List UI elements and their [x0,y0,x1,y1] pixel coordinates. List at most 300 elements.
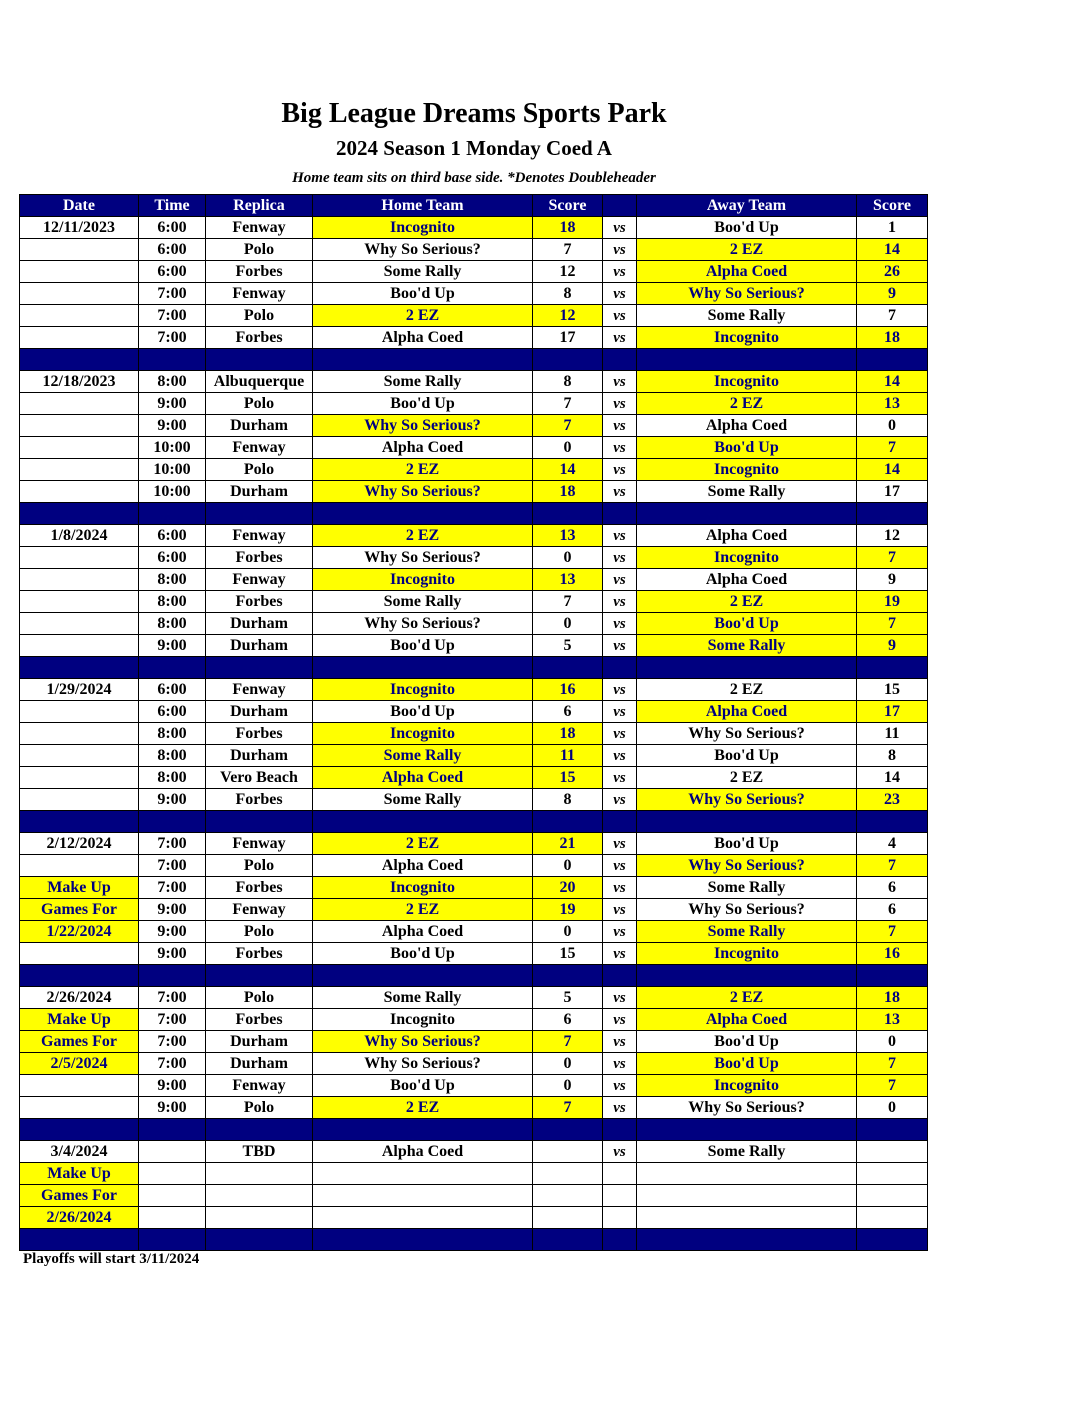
date-cell [20,1075,139,1097]
home-score-cell: 7 [533,1031,603,1053]
home-team-cell: Incognito [313,217,533,239]
separator-cell [139,811,206,833]
date-cell [20,305,139,327]
vs-cell: vs [603,415,637,437]
away-score-cell: 18 [857,987,928,1009]
block-separator-row [20,1229,928,1251]
home-team-cell: Some Rally [313,371,533,393]
table-row [20,371,928,393]
table-row [20,745,928,767]
home-score-cell: 0 [533,855,603,877]
away-team-cell: Alpha Coed [637,569,857,591]
replica-cell: Forbes [206,789,313,811]
block-separator-row [20,503,928,525]
vs-cell: vs [603,943,637,965]
time-cell: 8:00 [139,613,206,635]
replica-cell: Polo [206,921,313,943]
home-score-cell: 7 [533,393,603,415]
home-team-cell: Why So Serious? [313,613,533,635]
separator-cell [603,349,637,371]
home-team-cell: Alpha Coed [313,1141,533,1163]
home-score-cell: 5 [533,987,603,1009]
away-team-cell: Why So Serious? [637,855,857,877]
away-score-cell: 14 [857,239,928,261]
date-cell [20,569,139,591]
col-header-date: Date [20,195,139,217]
separator-cell [20,811,139,833]
table-row [20,591,928,613]
home-score-cell: 0 [533,547,603,569]
separator-cell [206,657,313,679]
time-cell: 7:00 [139,283,206,305]
separator-cell [603,1119,637,1141]
replica-cell: Polo [206,459,313,481]
away-score-cell [857,1207,928,1229]
date-cell [20,393,139,415]
date-cell: Games For [20,899,139,921]
block-separator-row [20,1119,928,1141]
separator-cell [20,965,139,987]
replica-cell [206,1163,313,1185]
block-separator-row [20,965,928,987]
table-row [20,261,928,283]
home-score-cell: 7 [533,591,603,613]
away-team-cell: Alpha Coed [637,1009,857,1031]
vs-cell [603,1207,637,1229]
away-team-cell: Why So Serious? [637,789,857,811]
time-cell: 9:00 [139,789,206,811]
home-score-cell: 13 [533,569,603,591]
away-team-cell: Incognito [637,327,857,349]
home-team-cell: Alpha Coed [313,327,533,349]
home-score-cell: 0 [533,1053,603,1075]
separator-cell [206,1229,313,1251]
table-row [20,679,928,701]
date-cell: 12/18/2023 [20,371,139,393]
time-cell: 10:00 [139,437,206,459]
vs-cell [603,1163,637,1185]
col-header-home-team: Home Team [313,195,533,217]
replica-cell [206,1185,313,1207]
away-score-cell: 15 [857,679,928,701]
replica-cell: Durham [206,613,313,635]
home-team-cell: Incognito [313,1009,533,1031]
separator-cell [139,349,206,371]
block-separator-row [20,657,928,679]
away-score-cell: 7 [857,855,928,877]
home-score-cell: 13 [533,525,603,547]
schedule-body [20,217,928,1251]
replica-cell: Fenway [206,1075,313,1097]
home-team-cell: 2 EZ [313,1097,533,1119]
home-score-cell: 6 [533,701,603,723]
date-cell [20,327,139,349]
replica-cell [206,1207,313,1229]
away-team-cell: Some Rally [637,1141,857,1163]
page-title: Big League Dreams Sports Park [281,98,667,129]
separator-cell [139,503,206,525]
away-team-cell: Incognito [637,1075,857,1097]
separator-cell [206,811,313,833]
separator-cell [857,1119,928,1141]
vs-cell: vs [603,569,637,591]
away-team-cell: Boo'd Up [637,217,857,239]
separator-cell [139,965,206,987]
home-score-cell: 7 [533,239,603,261]
col-header-replica: Replica [206,195,313,217]
table-row [20,415,928,437]
home-score-cell: 8 [533,789,603,811]
table-row [20,943,928,965]
home-score-cell: 18 [533,723,603,745]
table-row [20,899,928,921]
home-team-cell: 2 EZ [313,899,533,921]
away-score-cell: 6 [857,877,928,899]
home-score-cell [533,1185,603,1207]
home-team-cell: Why So Serious? [313,481,533,503]
away-team-cell [637,1207,857,1229]
table-row [20,723,928,745]
seating-note: Home team sits on third base side. *Denotes Doubleheader [292,170,656,186]
vs-cell: vs [603,745,637,767]
col-header-time: Time [139,195,206,217]
time-cell: 6:00 [139,547,206,569]
home-team-cell: 2 EZ [313,525,533,547]
separator-cell [313,811,533,833]
vs-cell: vs [603,371,637,393]
time-cell: 8:00 [139,591,206,613]
vs-cell: vs [603,459,637,481]
table-row [20,569,928,591]
vs-cell: vs [603,217,637,239]
date-cell: 12/11/2023 [20,217,139,239]
time-cell: 7:00 [139,987,206,1009]
time-cell: 7:00 [139,327,206,349]
away-team-cell: 2 EZ [637,393,857,415]
away-score-cell: 23 [857,789,928,811]
vs-cell: vs [603,921,637,943]
away-team-cell: 2 EZ [637,767,857,789]
away-score-cell: 16 [857,943,928,965]
away-score-cell: 6 [857,899,928,921]
home-score-cell: 5 [533,635,603,657]
replica-cell: Durham [206,635,313,657]
away-team-cell: Some Rally [637,305,857,327]
table-row [20,877,928,899]
date-cell [20,767,139,789]
table-row [20,1031,928,1053]
vs-cell: vs [603,239,637,261]
vs-cell: vs [603,767,637,789]
date-cell: Games For [20,1031,139,1053]
home-team-cell: Boo'd Up [313,635,533,657]
away-score-cell: 0 [857,1031,928,1053]
time-cell: 7:00 [139,1009,206,1031]
away-team-cell: Why So Serious? [637,283,857,305]
date-cell [20,789,139,811]
home-score-cell: 16 [533,679,603,701]
time-cell: 6:00 [139,701,206,723]
date-cell [20,591,139,613]
home-score-cell: 21 [533,833,603,855]
table-row [20,987,928,1009]
separator-cell [313,965,533,987]
away-score-cell [857,1141,928,1163]
time-cell: 9:00 [139,393,206,415]
home-score-cell: 0 [533,613,603,635]
time-cell: 6:00 [139,525,206,547]
away-team-cell: Alpha Coed [637,701,857,723]
away-team-cell: Incognito [637,547,857,569]
away-score-cell [857,1163,928,1185]
home-score-cell: 15 [533,943,603,965]
table-row [20,833,928,855]
time-cell: 7:00 [139,305,206,327]
away-team-cell: Incognito [637,943,857,965]
home-score-cell: 18 [533,481,603,503]
home-score-cell: 15 [533,767,603,789]
table-row [20,481,928,503]
away-team-cell: 2 EZ [637,987,857,1009]
separator-cell [533,965,603,987]
time-cell: 7:00 [139,855,206,877]
home-score-cell: 17 [533,327,603,349]
home-team-cell: Alpha Coed [313,921,533,943]
home-team-cell: Why So Serious? [313,239,533,261]
time-cell: 6:00 [139,261,206,283]
home-score-cell: 12 [533,261,603,283]
away-score-cell: 0 [857,415,928,437]
away-team-cell: Boo'd Up [637,437,857,459]
away-score-cell: 13 [857,1009,928,1031]
col-header-away-team: Away Team [637,195,857,217]
away-team-cell: Alpha Coed [637,525,857,547]
replica-cell: Polo [206,239,313,261]
date-cell [20,745,139,767]
away-team-cell: Alpha Coed [637,415,857,437]
vs-cell: vs [603,1053,637,1075]
separator-cell [20,657,139,679]
date-cell [20,415,139,437]
separator-cell [313,1229,533,1251]
separator-cell [603,811,637,833]
replica-cell: Durham [206,481,313,503]
table-row [20,437,928,459]
away-score-cell: 26 [857,261,928,283]
away-score-cell: 7 [857,921,928,943]
home-team-cell: Why So Serious? [313,1031,533,1053]
home-score-cell [533,1207,603,1229]
separator-cell [313,657,533,679]
replica-cell: Polo [206,393,313,415]
vs-cell: vs [603,789,637,811]
time-cell [139,1207,206,1229]
vs-cell: vs [603,327,637,349]
table-row [20,1009,928,1031]
home-score-cell: 12 [533,305,603,327]
away-team-cell: Incognito [637,459,857,481]
away-team-cell: Boo'd Up [637,1053,857,1075]
table-row [20,459,928,481]
separator-cell [637,349,857,371]
table-header-row [20,195,928,217]
schedule-table [19,194,928,1251]
home-score-cell: 8 [533,283,603,305]
away-score-cell: 12 [857,525,928,547]
date-cell: Make Up [20,877,139,899]
away-team-cell: Why So Serious? [637,899,857,921]
col-header-away-score: Score [857,195,928,217]
vs-cell: vs [603,635,637,657]
replica-cell: Forbes [206,547,313,569]
time-cell: 8:00 [139,723,206,745]
table-row [20,1053,928,1075]
vs-cell: vs [603,283,637,305]
table-row [20,1185,928,1207]
separator-cell [139,1229,206,1251]
vs-cell: vs [603,305,637,327]
away-score-cell: 17 [857,701,928,723]
vs-cell [603,1185,637,1207]
separator-cell [637,965,857,987]
separator-cell [637,657,857,679]
vs-cell: vs [603,1075,637,1097]
away-score-cell: 9 [857,569,928,591]
away-score-cell: 9 [857,283,928,305]
time-cell: 8:00 [139,745,206,767]
block-separator-row [20,349,928,371]
home-score-cell: 20 [533,877,603,899]
time-cell: 7:00 [139,833,206,855]
table-row [20,613,928,635]
separator-cell [857,965,928,987]
table-row [20,1141,928,1163]
separator-cell [20,1119,139,1141]
vs-cell: vs [603,591,637,613]
away-score-cell: 14 [857,371,928,393]
separator-cell [206,349,313,371]
separator-cell [20,1229,139,1251]
time-cell: 6:00 [139,239,206,261]
date-cell [20,1097,139,1119]
date-cell: 2/26/2024 [20,987,139,1009]
time-cell: 9:00 [139,899,206,921]
separator-cell [313,503,533,525]
replica-cell: Fenway [206,525,313,547]
date-cell [20,723,139,745]
date-cell [20,547,139,569]
date-cell: Games For [20,1185,139,1207]
separator-cell [533,349,603,371]
time-cell: 8:00 [139,569,206,591]
home-team-cell: Boo'd Up [313,943,533,965]
away-team-cell [637,1163,857,1185]
away-team-cell: Alpha Coed [637,261,857,283]
home-score-cell: 14 [533,459,603,481]
date-cell: 2/5/2024 [20,1053,139,1075]
away-score-cell: 1 [857,217,928,239]
separator-cell [857,811,928,833]
separator-cell [206,965,313,987]
table-row [20,525,928,547]
home-team-cell: Boo'd Up [313,1075,533,1097]
time-cell: 9:00 [139,415,206,437]
home-team-cell: Some Rally [313,987,533,1009]
away-team-cell: Boo'd Up [637,613,857,635]
block-separator-row [20,811,928,833]
date-cell: 1/8/2024 [20,525,139,547]
away-score-cell: 19 [857,591,928,613]
time-cell: 7:00 [139,1053,206,1075]
home-score-cell: 0 [533,1075,603,1097]
vs-cell: vs [603,1097,637,1119]
vs-cell: vs [603,1009,637,1031]
vs-cell: vs [603,833,637,855]
replica-cell: Vero Beach [206,767,313,789]
separator-cell [533,503,603,525]
table-row [20,327,928,349]
separator-cell [533,1119,603,1141]
table-row [20,547,928,569]
replica-cell: Fenway [206,217,313,239]
replica-cell: Fenway [206,569,313,591]
away-team-cell: 2 EZ [637,591,857,613]
replica-cell: Durham [206,415,313,437]
separator-cell [603,1229,637,1251]
home-score-cell: 19 [533,899,603,921]
separator-cell [637,1119,857,1141]
away-score-cell: 7 [857,613,928,635]
replica-cell: Albuquerque [206,371,313,393]
separator-cell [857,503,928,525]
replica-cell: Polo [206,855,313,877]
home-team-cell: Why So Serious? [313,415,533,437]
table-row [20,921,928,943]
time-cell: 9:00 [139,943,206,965]
time-cell: 6:00 [139,679,206,701]
separator-cell [857,1229,928,1251]
home-score-cell [533,1141,603,1163]
away-score-cell: 7 [857,1075,928,1097]
away-team-cell: Why So Serious? [637,723,857,745]
date-cell [20,943,139,965]
date-cell: 2/12/2024 [20,833,139,855]
date-cell [20,239,139,261]
vs-cell: vs [603,547,637,569]
away-score-cell: 7 [857,1053,928,1075]
table-row [20,217,928,239]
away-team-cell: Boo'd Up [637,1031,857,1053]
replica-cell: Durham [206,1031,313,1053]
away-team-cell: Why So Serious? [637,1097,857,1119]
home-score-cell: 11 [533,745,603,767]
vs-cell: vs [603,855,637,877]
separator-cell [857,657,928,679]
away-team-cell: 2 EZ [637,679,857,701]
away-team-cell [637,1185,857,1207]
time-cell [139,1185,206,1207]
time-cell: 10:00 [139,481,206,503]
table-row [20,1097,928,1119]
vs-cell: vs [603,987,637,1009]
separator-cell [637,503,857,525]
vs-cell: vs [603,679,637,701]
away-score-cell: 7 [857,437,928,459]
home-team-cell: Alpha Coed [313,855,533,877]
time-cell: 9:00 [139,1075,206,1097]
date-cell: 3/4/2024 [20,1141,139,1163]
away-score-cell: 13 [857,393,928,415]
